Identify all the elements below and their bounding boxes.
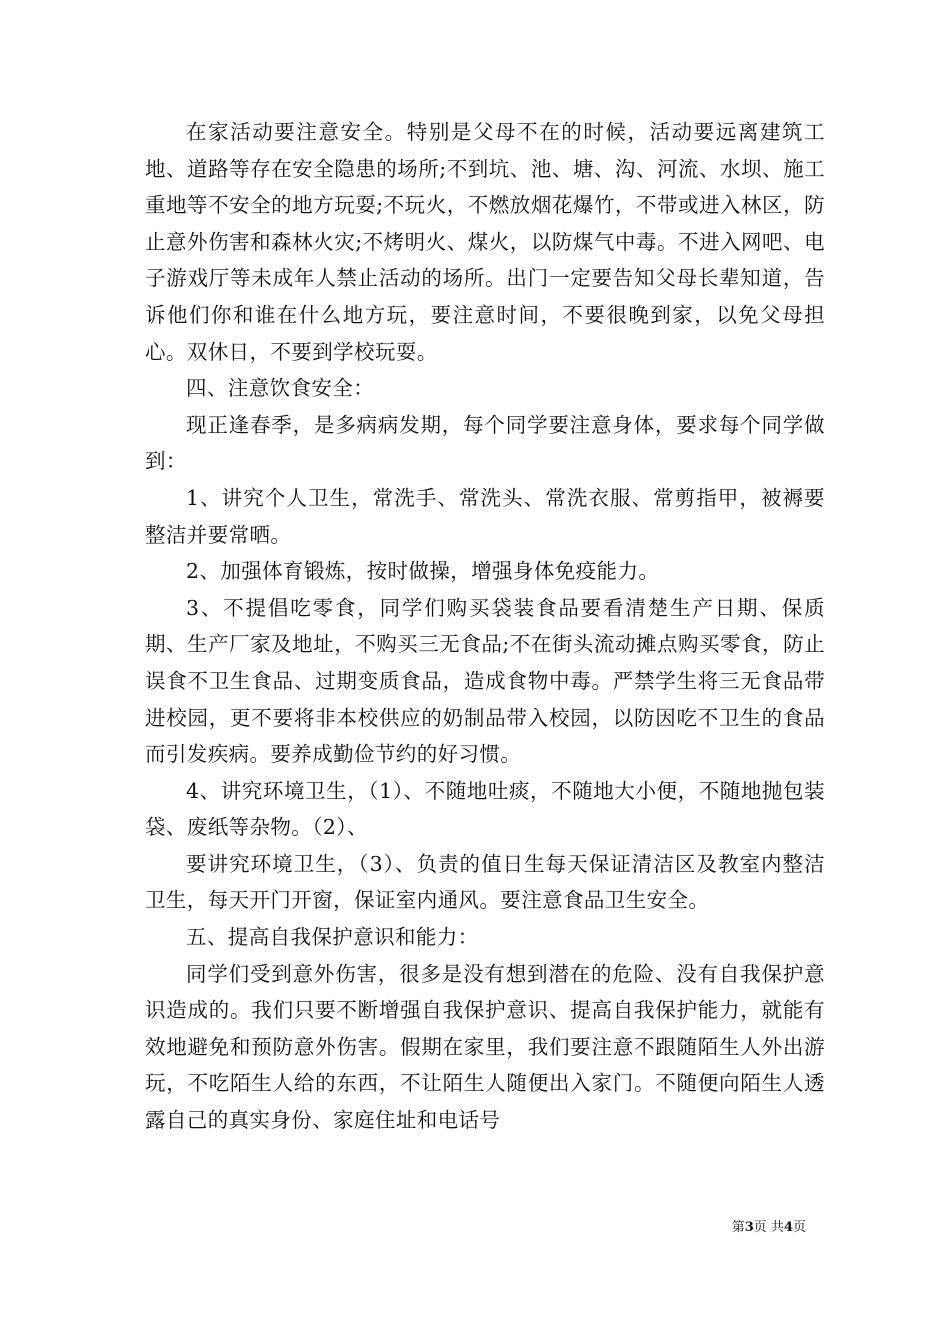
page-footer [732,1219,806,1237]
paragraph-snacks: 3、不提倡吃零食，同学们购买袋装食品要看清楚生产日期、保质期、生产厂家及地址，不购买三无食品;不在街头流动摊点购买零食，防止误食不卫生食品、过期变质食品，造成食物中毒。严禁学生将三无食品带进校园，更不要将非本校供应的奶制品带入校园，以防因吃不卫生的食品而引发疾病。要养成勤俭节约的好习惯。 [145,595,825,767]
paragraph-environment-1: 4、讲究环境卫生，（1）、不随地吐痰，不随地大小便，不随地抛包装袋、废纸等杂物。（2）、 [145,778,825,840]
document-body [145,114,825,1139]
paragraph-environment-2: 要讲究环境卫生，（3）、负责的值日生每天保证清洁区及教室内整洁卫生，每天开门开窗，保证室内通风。要注意食品卫生安全。 [145,851,825,913]
paragraph-personal-hygiene: 1、讲究个人卫生，常洗手、常洗头、常洗衣服、常剪指甲，被褥要整洁并要常晒。 [145,485,825,547]
heading-food-safety: 四、注意饮食安全： [186,376,375,401]
footer-current-page: 3 [744,1220,754,1235]
paragraph-self-protection: 同学们受到意外伤害，很多是没有想到潜在的危险、没有自我保护意识造成的。我们只要不断增强自我保护意识、提高自我保护能力，就能有效地避免和预防意外伤害。假期在家里，我们要注意不跟随陌生人外出游玩，不吃陌生人给的东西，不让陌生人随便出入家门。不随便向陌生人透露自己的真实身份、家庭住址和电话号 [145,961,825,1133]
footer-suffix: 页 [792,1220,806,1235]
footer-middle: 页 共 [753,1220,784,1235]
paragraph-exercise: 2、加强体育锻炼，按时做操，增强身体免疫能力。 [186,559,660,584]
paragraph-spring-intro: 现正逢春季，是多病病发期，每个同学要注意身体，要求每个同学做到： [145,412,825,474]
footer-total-pages: 4 [783,1220,793,1235]
paragraph-home-safety: 在家活动要注意安全。特别是父母不在的时候，活动要远离建筑工地、道路等存在安全隐患的场所;不到坑、池、塘、沟、河流、水坝、施工重地等不安全的地方玩耍;不玩火，不燃放烟花爆竹，不带或进入林区，防止意外伤害和森林火灾;不烤明火、煤火，以防煤气中毒。不进入网吧、电子游戏厅等未成年人禁止活动的场所。出门一定要告知父母长辈知道，告诉他们你和谁在什么地方玩，要注意时间，不要很晚到家，以免父母担心。双休日，不要到学校玩耍。 [145,120,825,364]
heading-self-protection: 五、提高自我保护意识和能力： [186,925,479,950]
footer-prefix: 第 [731,1220,745,1235]
